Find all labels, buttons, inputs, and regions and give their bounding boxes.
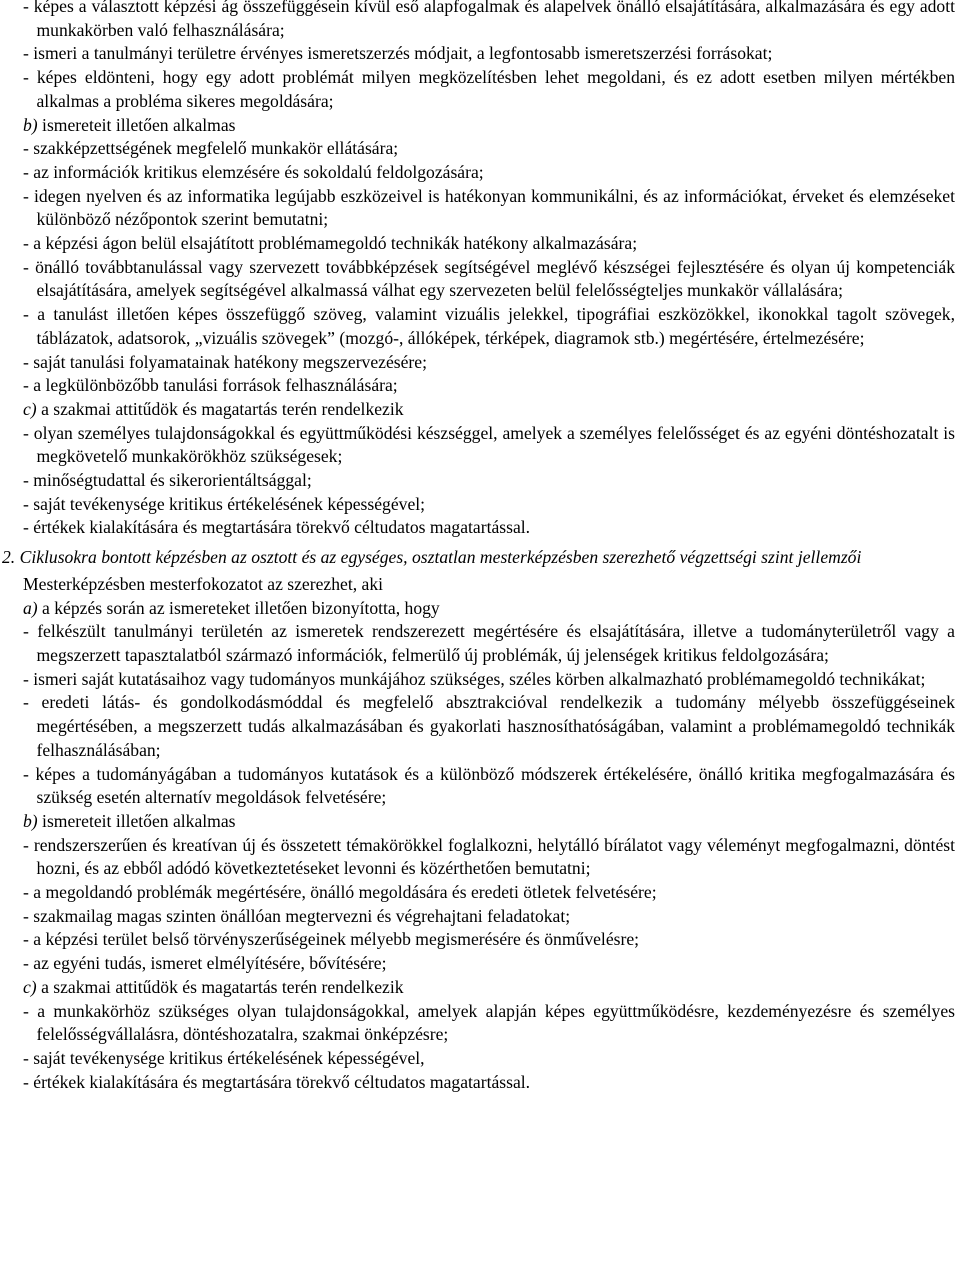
list-item: - rendszerszerűen és kreatívan új és összetett témakörökkel foglalkozni, helytálló bírálatot vagy véleményt megfogalmazni, döntést hozni, és az ebből adódó következtetéseket levonni és közérthetően bemutatni; <box>23 834 955 879</box>
list-item: - az egyéni tudás, ismeret elmélyítésére, bővítésére; <box>23 953 387 974</box>
list-item: - szakképzettségének megfelelő munkakör ellátására; <box>23 138 399 159</box>
list-item: - idegen nyelven és az informatika legújabb eszközeivel is hatékonyan kommunikálni, és az információkat, érveket és elemzéseket különböző nézőpontok szerint bemutatni; <box>23 185 955 230</box>
list-item: - minőségtudattal és sikerorientáltsággal; <box>23 470 312 491</box>
list-item: - felkészült tanulmányi területén az ismeretek rendszerezett megértésére és elsajátítására, illetve a tudományterületről vagy a megszerzett tapasztalatból származó információk, felmerülő új problémák, új jelenségek kritikus feldolgozására; <box>23 621 955 665</box>
list-item: - ismeri a tanulmányi területre érvényes ismeretszerzés módjait, a legfontosabb ismeretszerzési forrásokat; <box>23 43 773 64</box>
list-item: - képes eldönteni, hogy egy adott problémát milyen megközelítésben lehet megoldani, és ez adott esetben milyen mértékben alkalmas a probléma sikeres megoldására; <box>23 67 955 111</box>
list-item: - a képzési terület belső törvényszerűségeinek mélyebb megismerésére és önművelésre; <box>23 929 640 950</box>
subheading-letter: b) <box>23 810 38 831</box>
subheading-c <box>23 976 955 1000</box>
subheading-text: ismereteit illetően alkalmas <box>37 810 236 831</box>
list-item: - értékek kialakítására és megtartására törekvő céltudatos magatartással. <box>23 1071 531 1092</box>
list-item: - a tanulást illetően képes összefüggő szöveg, valamint vizuális jelekkel, tipográfiai eszközökkel, ikonokkal tagolt szövegek, táblázatok, adatsorok, „vizuális szövegek” (mozgó-, állóképek, térképek, diagramok stb.) megértésére, értelmezésére; <box>23 304 955 348</box>
list-item: - a munkakörhöz szükséges olyan tulajdonságokkal, amelyek alapján képes együttműködésre, kezdeményezésre és személyes felelősségvállalásra, döntéshozatalra, szakmai önképzésre; <box>23 1000 955 1045</box>
list-item: - saját tevékenysége kritikus értékelésének képességével; <box>23 493 426 514</box>
subheading-text: ismereteit illetően alkalmas <box>37 114 236 135</box>
subheading-letter: a) <box>23 597 38 618</box>
subheading-b <box>23 810 955 834</box>
subheading-letter: b) <box>23 114 38 135</box>
list-item: - képes a tudományágában a tudományos kutatások és a különböző módszerek értékelésére, önálló kritika megfogalmazására és szükség esetén alternatív megoldások felvetésére; <box>23 763 955 808</box>
subheading-text: a képzés során az ismereteket illetően bizonyította, hogy <box>37 597 440 618</box>
subheading-letter: c) <box>23 976 37 997</box>
list-item: - szakmailag magas szinten önállóan megtervezni és végrehajtani feladatokat; <box>23 905 571 926</box>
subheading-letter: c) <box>23 398 37 419</box>
list-item: - saját tevékenysége kritikus értékelésének képességével, <box>23 1047 425 1068</box>
list-item: - képes a választott képzési ág összefüggésein kívül eső alapfogalmak és alapelvek önálló elsajátítására, alkalmazására és egy adott munkakörben való felhasználására; <box>23 0 955 40</box>
section-intro: Mesterképzésben mesterfokozatot az szerezhet, aki <box>23 573 384 594</box>
list-item: - saját tanulási folyamatainak hatékony megszervezésére; <box>23 351 427 372</box>
list-item: - az információk kritikus elemzésére és sokoldalú feldolgozására; <box>23 161 484 182</box>
list-item: - ismeri saját kutatásaihoz vagy tudományos munkájához szükséges, széles körben alkalmazható problémamegoldó technikákat; <box>23 668 926 689</box>
subheading-a <box>23 597 955 621</box>
subheading-text: a szakmai attitűdök és magatartás terén rendelkezik <box>36 398 404 419</box>
document-page <box>2 0 955 1094</box>
list-item: - a képzési ágon belül elsajátított problémamegoldó technikák hatékony alkalmazására; <box>23 233 638 254</box>
subheading-b <box>23 114 955 138</box>
list-item: - a megoldandó problémák megértésére, önálló megoldására és eredeti ötletek felvetésére; <box>23 882 657 903</box>
subheading-c <box>23 398 955 422</box>
section-title: 2. Ciklusokra bontott képzésben az osztott és az egységes, osztatlan mesterképzésben szerezhető végzettségi szint jellemzői <box>2 547 862 568</box>
list-item: - olyan személyes tulajdonságokkal és együttműködési készséggel, amelyek a személyes felelősséget és az egyéni döntéshozatalt is megkövetelő munkakörökhöz szükségesek; <box>23 422 955 467</box>
list-item: - értékek kialakítására és megtartására törekvő céltudatos magatartással. <box>23 517 531 538</box>
list-item: - a legkülönbözőbb tanulási források felhasználására; <box>23 375 398 396</box>
subheading-text: a szakmai attitűdök és magatartás terén rendelkezik <box>36 976 404 997</box>
list-item: - önálló továbbtanulással vagy szervezett továbbképzések segítségével meglévő készségei fejlesztésére és olyan új kompetenciák elsajátítására, amelyek segítségével alkalmassá válhat egy szervezeten belül felelősségteljes munkakör vállalására; <box>23 256 955 301</box>
list-item: - eredeti látás- és gondolkodásmóddal és megfelelő absztrakcióval rendelkezik a tudomány mélyebb összefüggéseinek megértésében, a megszerzett tudás alkalmazásában és gyakorlati hasznosíthatóságában, valamint a problémamegoldó technikák felhasználásában; <box>23 692 955 760</box>
